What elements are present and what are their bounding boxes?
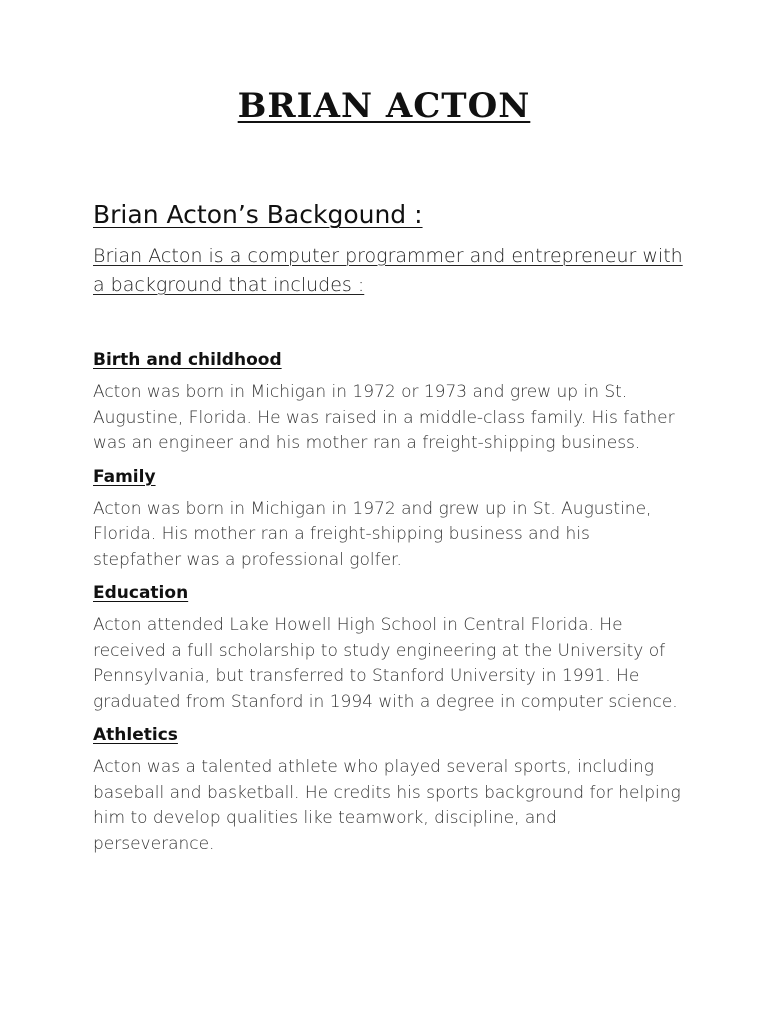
intro-paragraph: Brian Acton is a computer programmer and entrepreneur with a background that includes : bbox=[93, 245, 683, 296]
section-athletics bbox=[93, 723, 683, 857]
section-heading: Athletics bbox=[93, 725, 178, 745]
section-education bbox=[93, 581, 683, 715]
section-birth-childhood bbox=[93, 348, 683, 457]
section-family bbox=[93, 465, 683, 574]
section-paragraph: Acton attended Lake Howell High School in Central Florida. He received a full scholarship to study engineering at the University of Pennsylvania, but transferred to Stanford University in 1991. He graduated from Stanford in 1994 with a degree in computer science. bbox=[93, 615, 678, 712]
section-heading: Family bbox=[93, 466, 156, 487]
background-heading: Brian Acton’s Backgound : bbox=[93, 200, 423, 229]
document-body bbox=[93, 198, 683, 865]
section-paragraph: Acton was born in Michigan in 1972 and grew up in St. Augustine, Florida. His mother ran a freight-shipping business and his stepfather was a professional golfer. bbox=[93, 498, 652, 570]
document-title: BRIAN ACTON bbox=[237, 86, 531, 126]
section-paragraph: Acton was a talented athlete who played several sports, including baseball and basketball. He credits his sports background for helping him to develop qualities like teamwork, discipline, and perseverance. bbox=[93, 757, 681, 854]
section-paragraph: Acton was born in Michigan in 1972 or 1973 and grew up in St. Augustine, Florida. He was raised in a middle-class family. His father was an engineer and his mother ran a freight-shipping business. bbox=[93, 382, 675, 453]
section-heading: Birth and childhood bbox=[93, 350, 282, 370]
section-heading: Education bbox=[93, 583, 189, 603]
